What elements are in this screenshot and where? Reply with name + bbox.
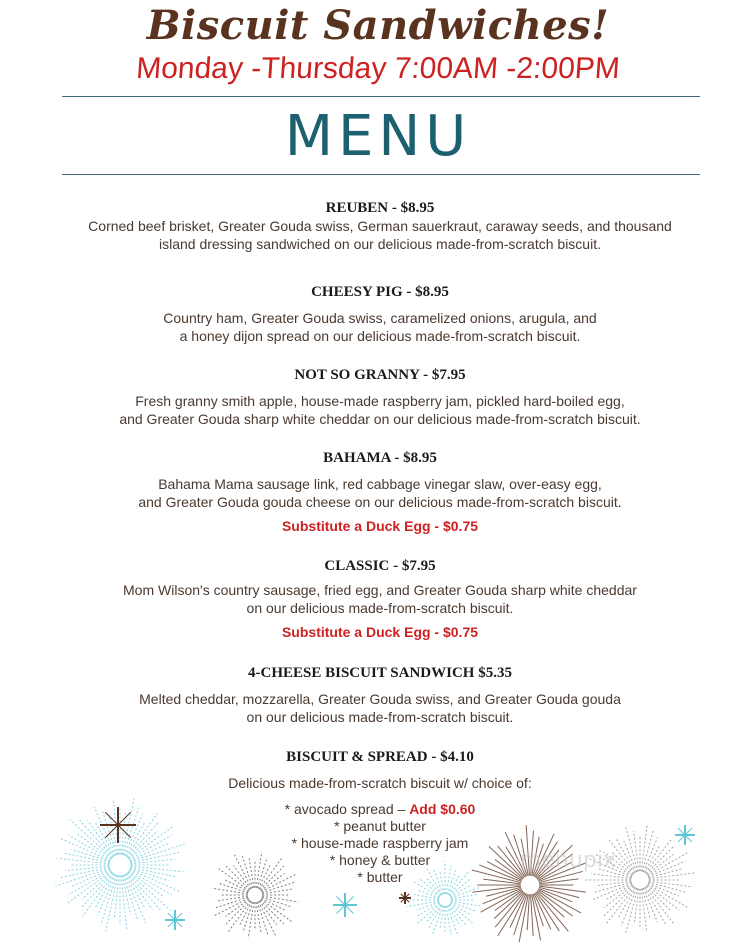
spread-option-label: * avocado spread –	[284, 801, 406, 817]
spread-option: * peanut butter	[334, 818, 426, 834]
spread-option: * honey & butter	[329, 852, 431, 868]
item-description: and Greater Gouda sharp white cheddar on our delicious made-from-scratch biscuit.	[119, 411, 641, 427]
item-name: BAHAMA - $8.95	[323, 450, 437, 466]
item-name: REUBEN - $8.95	[325, 200, 435, 216]
menu-item-bahama	[40, 449, 720, 535]
item-description: Mom Wilson's country sausage, fried egg, and Greater Gouda sharp white cheddar	[123, 582, 637, 598]
menu-heading: MENU	[284, 104, 472, 169]
spread-option: * house-made raspberry jam	[291, 835, 469, 851]
menu-item-not-so-granny	[40, 366, 720, 428]
item-description: and Greater Gouda gouda cheese on our delicious made-from-scratch biscuit.	[138, 494, 622, 510]
menu-title: Biscuit Sandwiches!	[146, 2, 610, 49]
item-description: island dressing sandwiched on our delicious made-from-scratch biscuit.	[159, 236, 601, 252]
item-name: 4-CHEESE BISCUIT SANDWICH $5.35	[248, 665, 512, 681]
watermark-text: menupix	[520, 848, 616, 873]
menu-item-cheesy-pig	[40, 283, 720, 345]
item-name: CLASSIC - $7.95	[324, 558, 436, 574]
substitute-note: Substitute a Duck Egg - $0.75	[281, 518, 479, 534]
fireworks-decoration	[0, 790, 756, 945]
item-description: Bahama Mama sausage link, red cabbage vinegar slaw, over-easy egg,	[158, 476, 602, 492]
item-description: on our delicious made-from-scratch biscuit.	[246, 600, 514, 616]
substitute-note: Substitute a Duck Egg - $0.75	[281, 624, 479, 640]
top-divider	[62, 96, 700, 97]
menu-item-classic	[40, 557, 720, 641]
spread-option: * butter	[357, 869, 403, 885]
item-name: BISCUIT & SPREAD - $4.10	[286, 749, 474, 765]
item-description: Melted cheddar, mozzarella, Greater Gouda swiss, and Greater Gouda gouda	[139, 691, 621, 707]
item-description: Fresh granny smith apple, house-made raspberry jam, pickled hard-boiled egg,	[135, 393, 625, 409]
menu-item-reuben	[40, 199, 720, 253]
menu-items	[40, 199, 720, 886]
item-description: Country ham, Greater Gouda swiss, caramelized onions, arugula, and	[163, 310, 597, 326]
item-name: NOT SO GRANNY - $7.95	[294, 367, 466, 383]
item-description: a honey dijon spread on our delicious made-from-scratch biscuit.	[179, 328, 581, 344]
item-name: CHEESY PIG - $8.95	[311, 284, 449, 300]
spread-option-price: Add $0.60	[409, 801, 476, 817]
item-description: Delicious made-from-scratch biscuit w/ choice of:	[228, 775, 532, 791]
bottom-divider	[62, 174, 700, 175]
item-description: Corned beef brisket, Greater Gouda swiss, German sauerkraut, caraway seeds, and thousand	[88, 218, 672, 234]
menu-item-4-cheese	[40, 664, 720, 726]
hours-text: Monday -Thursday 7:00AM -2:00PM	[135, 52, 621, 85]
item-description: on our delicious made-from-scratch biscuit.	[246, 709, 514, 725]
